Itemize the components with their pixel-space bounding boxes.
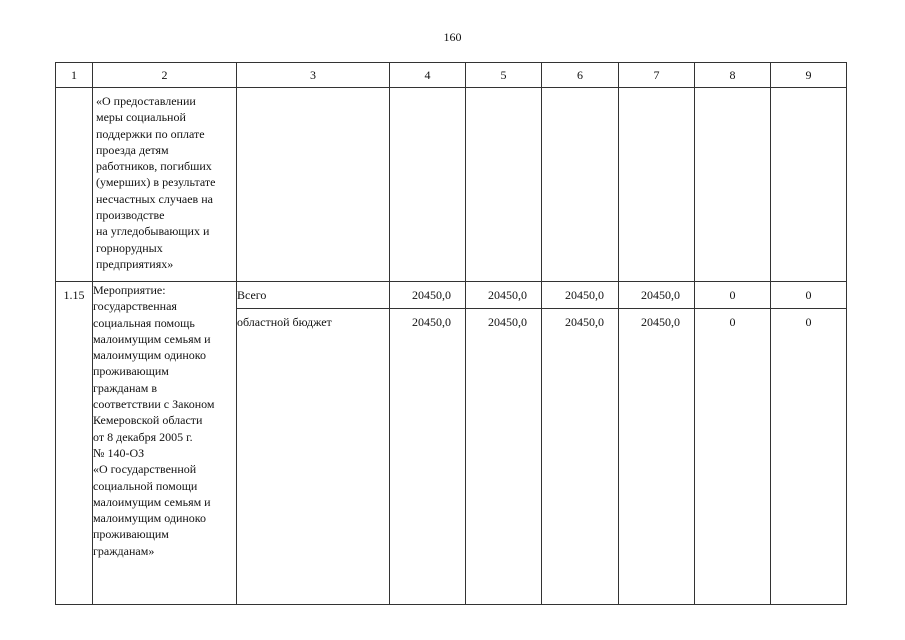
value-cell: 0 — [695, 282, 771, 309]
page-number: 160 — [443, 30, 462, 44]
continuation-row — [56, 88, 847, 282]
continuation-empty-cell — [390, 88, 466, 282]
continuation-text: «О предоставлении меры социальной поддержки по оплате проезда детям работников, погибших (умерших) в результате несчастных случаев на производстве на угледобывающих и горнорудных предприятиях» — [93, 88, 237, 282]
continuation-empty-cell — [695, 88, 771, 282]
value-cell: 20450,0 — [466, 309, 542, 605]
continuation-empty-cell — [619, 88, 695, 282]
column-header-2: 2 — [93, 63, 237, 88]
column-number-row — [56, 63, 847, 88]
value-cell: 20450,0 — [390, 282, 466, 309]
value-cell: 20450,0 — [466, 282, 542, 309]
value-cell: 0 — [771, 282, 847, 309]
continuation-empty-cell — [237, 88, 390, 282]
value-cell: 20450,0 — [542, 309, 619, 605]
funding-source: Всего — [237, 282, 390, 309]
table-row-total — [56, 282, 847, 309]
column-header-4: 4 — [390, 63, 466, 88]
funding-table — [55, 62, 847, 605]
item-description: Мероприятие: государственная социальная помощь малоимущим семьям и малоимущим одиноко проживающим гражданам в соответствии с Законом Кемеровской области от 8 декабря 2005 г. № 140-ОЗ «О государственной социальной помощи малоимущим семьям и малоимущим одиноко проживающим гражданам» — [93, 282, 237, 605]
continuation-empty-cell — [466, 88, 542, 282]
column-header-9: 9 — [771, 63, 847, 88]
column-header-8: 8 — [695, 63, 771, 88]
continuation-empty-cell — [542, 88, 619, 282]
value-cell: 20450,0 — [619, 309, 695, 605]
value-cell: 0 — [695, 309, 771, 605]
value-cell: 20450,0 — [390, 309, 466, 605]
column-header-7: 7 — [619, 63, 695, 88]
value-cell: 20450,0 — [619, 282, 695, 309]
column-header-6: 6 — [542, 63, 619, 88]
value-cell: 20450,0 — [542, 282, 619, 309]
column-header-3: 3 — [237, 63, 390, 88]
value-cell: 0 — [771, 309, 847, 605]
item-code: 1.15 — [56, 282, 93, 605]
column-header-5: 5 — [466, 63, 542, 88]
continuation-code-cell — [56, 88, 93, 282]
column-header-1: 1 — [56, 63, 93, 88]
funding-source: областной бюджет — [237, 309, 390, 605]
continuation-empty-cell — [771, 88, 847, 282]
